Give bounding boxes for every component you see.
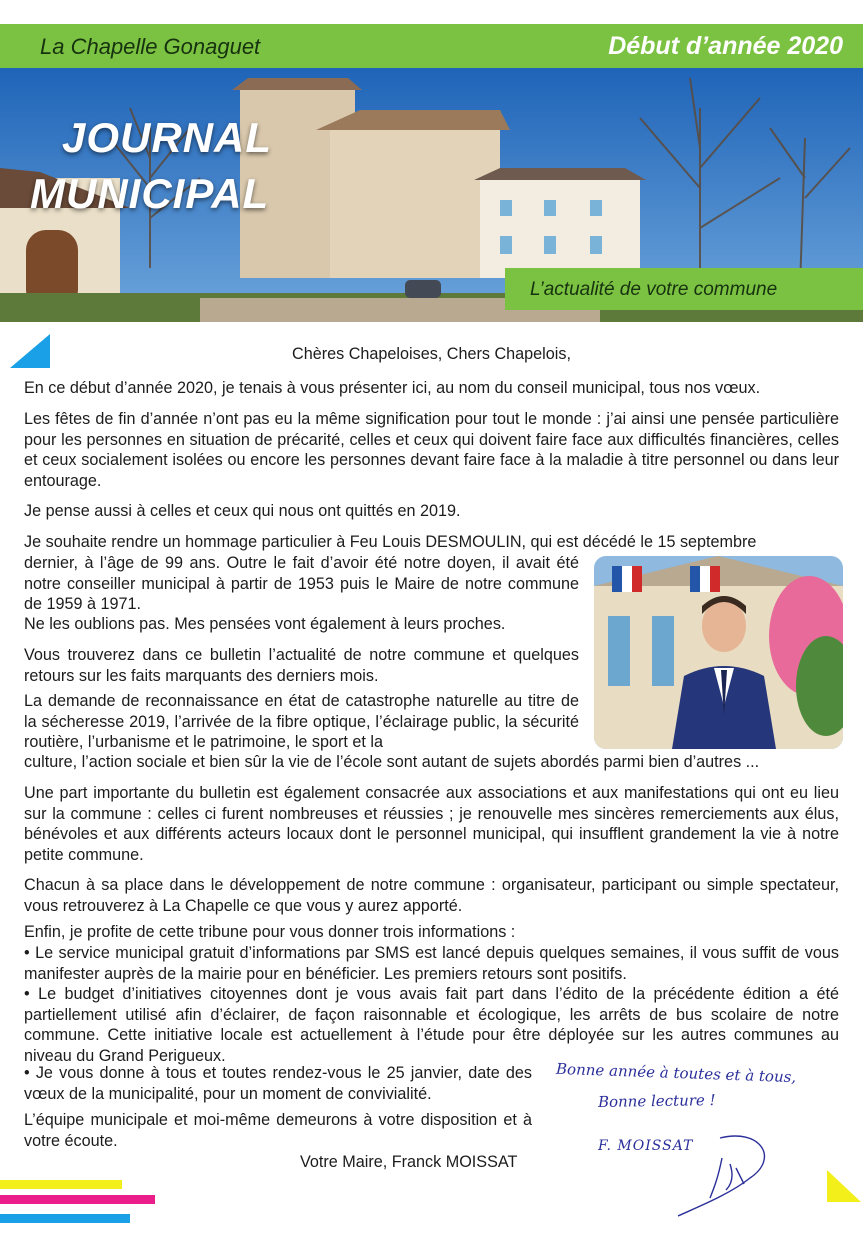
handwritten-greeting: Bonne année à toutes et à tous, xyxy=(555,1059,797,1087)
handwritten-signature-name: F. MOISSAT xyxy=(598,1138,694,1154)
stripe-yellow xyxy=(0,1180,122,1189)
paragraph-holidays: Les fêtes de fin d’année n’ont pas eu la même signification pour tout le monde : j’ai ainsi une pensée particulière pour les personnes en situation de précarité, celles et ceux qui doivent faire face aux difficultés financières, celles et ceux socialement isolées ou encore les personnes devant faire face à la maladie à titre personnel ou dans leur entourage. xyxy=(24,410,839,490)
paragraph-condolences: Ne les oublions pas. Mes pensées vont également à leurs proches. xyxy=(24,615,506,633)
stripe-magenta xyxy=(0,1195,155,1204)
paragraph-associations: Une part importante du bulletin est également consacrée aux associations et aux manifestations qui ont eu lieu sur la commune : celles ci furent nombreuses et réussies ; je renouvelle mes sincères remerciements aux élus, bénévoles et aux différents acteurs locaux dont le personnel municipal, qui insufflent grandement la vie à notre petite commune. xyxy=(24,784,839,864)
salutation: Chères Chapeloises, Chers Chapelois, xyxy=(292,345,571,363)
paragraph-topics: La demande de reconnaissance en état de catastrophe naturelle au titre de la sécheresse 2019, l’arrivée de la fibre optique, l’éclairage public, la sécurité routière, l’urbanisme et le patrimoine, le sport et la xyxy=(24,692,579,751)
paragraph-topics-last: culture, l’action sociale et bien sûr la vie de l’école sont autant de sujets abordés parmi bien d’autres ... xyxy=(24,753,760,771)
paragraph-bulletin: Vous trouverez dans ce bulletin l’actualité de notre commune et quelques retours sur les faits marquants des derniers mois. xyxy=(24,646,579,685)
paragraph-everyone: Chacun à sa place dans le développement de notre commune : organisateur, participant ou simple spectateur, vous retrouverez à La Chapelle ce que vous y aurez apporté. xyxy=(24,876,839,915)
bullet-sms-service: • Le service municipal gratuit d’informations par SMS est lancé depuis quelques semaines, il vous suffit de vous manifester auprès de la mairie pour en bénéficier. Les premiers retours sont positifs. xyxy=(24,944,839,983)
bullet-new-year-event: • Je vous donne à tous et toutes rendez-vous le 25 janvier, date des vœux de la municipalité, pour un moment de convivialité. xyxy=(24,1064,532,1103)
paragraph-tribute-rest: dernier, à l’âge de 99 ans. Outre le fait d’avoir été notre doyen, il avait été notre conseiller municipal à partir de 1953 puis le Maire de notre commune de 1959 à 1971. xyxy=(24,554,579,613)
edition-label: Début d’année 2020 xyxy=(608,32,843,60)
paragraph-info-intro: Enfin, je profite de cette tribune pour vous donner trois informations : xyxy=(24,923,516,941)
bullet-citizen-budget: • Le budget d’initiatives citoyennes dont je vous avais fait part dans l’édito de la précédente édition a été partiellement utilisé afin d’éclairer, de façon raisonnable et écologique, les arrêts de bus scolaire de notre commune. Cette initiative locale est actuellement à l’étude pour être déployée sur les autres communes au niveau du Grand Perigueux. xyxy=(24,985,839,1065)
handwritten-reading-wish: Bonne lecture ! xyxy=(597,1090,716,1112)
paragraph-availability: L’équipe municipale et moi-même demeurons à votre disposition et à votre écoute. xyxy=(24,1111,532,1150)
town-name: La Chapelle Gonaguet xyxy=(40,34,261,59)
mayor-signoff: Votre Maire, Franck MOISSAT xyxy=(300,1153,518,1171)
corner-triangle-decoration-bottom xyxy=(827,1170,861,1202)
signature-flourish xyxy=(660,1128,780,1218)
paragraph-remembrance: Je pense aussi à celles et ceux qui nous ont quittés en 2019. xyxy=(24,502,461,520)
tagline: L’actualité de votre commune xyxy=(530,279,778,300)
journal-title-line2: MUNICIPAL xyxy=(30,170,270,217)
top-strip xyxy=(0,0,863,24)
stripe-cyan xyxy=(0,1214,130,1223)
journal-title xyxy=(30,110,272,222)
journal-title-line1: JOURNAL xyxy=(62,114,273,161)
paragraph-tribute-line1: Je souhaite rendre un hommage particulier à Feu Louis DESMOULIN, qui est décédé le 15 septembre xyxy=(24,533,757,551)
mayor-portrait-photo xyxy=(594,556,843,749)
portrait-illustration xyxy=(594,556,843,749)
paragraph-wishes: En ce début d’année 2020, je tenais à vous présenter ici, au nom du conseil municipal, tous nos vœux. xyxy=(24,379,761,397)
